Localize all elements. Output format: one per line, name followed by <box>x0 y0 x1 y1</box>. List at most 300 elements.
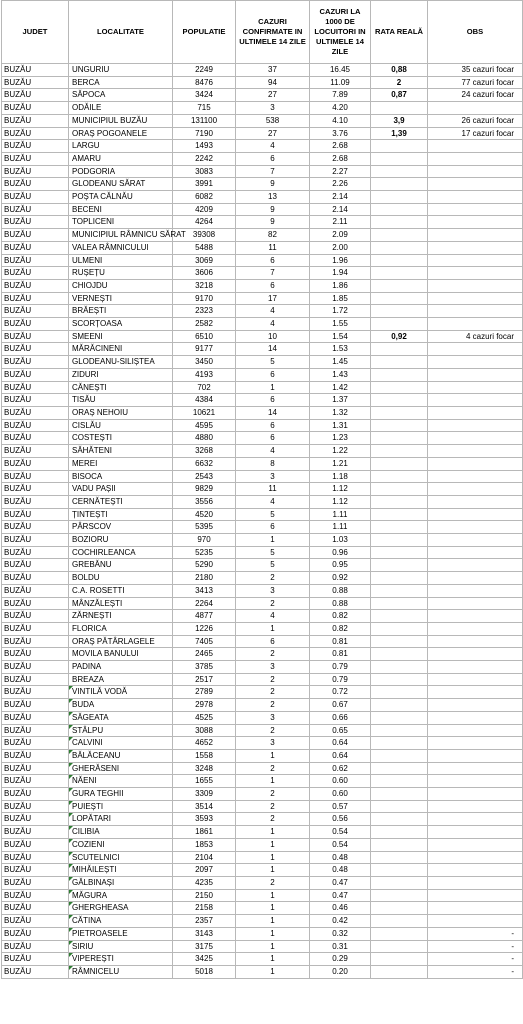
cell-judet: BUZĂU <box>2 216 69 229</box>
cell-populatie: 5488 <box>173 241 236 254</box>
cell-populatie: 3556 <box>173 495 236 508</box>
table-row <box>2 737 523 750</box>
cell-rata-reala <box>371 813 428 826</box>
cell-rata-reala <box>371 546 428 559</box>
cell-rata-reala <box>371 495 428 508</box>
cell-judet: BUZĂU <box>2 749 69 762</box>
cell-localitate: SIRIU <box>69 940 173 953</box>
cell-obs: 4 cazuri focar <box>428 330 523 343</box>
cell-populatie: 3088 <box>173 724 236 737</box>
cell-rata: 1.54 <box>310 330 371 343</box>
cell-judet: BUZĂU <box>2 559 69 572</box>
cell-populatie: 1861 <box>173 826 236 839</box>
cell-localitate: GREBĂNU <box>69 559 173 572</box>
cell-localitate: BREAZA <box>69 673 173 686</box>
cell-localitate: BISOCA <box>69 470 173 483</box>
cell-localitate: COCHIRLEANCA <box>69 546 173 559</box>
cell-rata-reala <box>371 445 428 458</box>
table-row <box>2 191 523 204</box>
cell-judet: BUZĂU <box>2 648 69 661</box>
cell-populatie: 3175 <box>173 940 236 953</box>
cell-rata-reala <box>371 889 428 902</box>
table-row <box>2 394 523 407</box>
cell-obs <box>428 267 523 280</box>
cell-cazuri: 11 <box>236 483 310 496</box>
cell-populatie: 2357 <box>173 915 236 928</box>
cell-obs: - <box>428 927 523 940</box>
cell-judet: BUZĂU <box>2 432 69 445</box>
cell-cazuri: 1 <box>236 826 310 839</box>
cell-judet: BUZĂU <box>2 534 69 547</box>
cell-populatie: 4652 <box>173 737 236 750</box>
cell-rata: 0.47 <box>310 889 371 902</box>
cell-localitate: CILIBIA <box>69 826 173 839</box>
cell-judet: BUZĂU <box>2 813 69 826</box>
cell-rata: 0.92 <box>310 572 371 585</box>
header-row <box>2 1 523 64</box>
cell-rata-reala <box>371 737 428 750</box>
cell-cazuri: 5 <box>236 559 310 572</box>
cell-judet: BUZĂU <box>2 915 69 928</box>
cell-populatie: 4193 <box>173 368 236 381</box>
cell-obs <box>428 203 523 216</box>
cell-rata: 0.57 <box>310 800 371 813</box>
table-row <box>2 457 523 470</box>
cell-rata: 2.27 <box>310 165 371 178</box>
table-row <box>2 826 523 839</box>
cell-populatie: 2582 <box>173 318 236 331</box>
cell-judet: BUZĂU <box>2 343 69 356</box>
table-row <box>2 622 523 635</box>
cell-judet: BUZĂU <box>2 445 69 458</box>
table-row <box>2 902 523 915</box>
cell-rata-reala <box>371 775 428 788</box>
table-row <box>2 546 523 559</box>
cell-rata: 1.96 <box>310 254 371 267</box>
cell-obs <box>428 432 523 445</box>
cell-judet: BUZĂU <box>2 610 69 623</box>
cell-obs <box>428 902 523 915</box>
cell-rata: 1.53 <box>310 343 371 356</box>
cell-populatie: 4877 <box>173 610 236 623</box>
table-row <box>2 940 523 953</box>
cell-populatie: 3606 <box>173 267 236 280</box>
cell-rata-reala <box>371 711 428 724</box>
table-row <box>2 851 523 864</box>
cell-cazuri: 3 <box>236 737 310 750</box>
cell-obs <box>428 165 523 178</box>
cell-localitate: CERNĂTEȘTI <box>69 495 173 508</box>
cell-rata: 0.82 <box>310 622 371 635</box>
table-row <box>2 229 523 242</box>
cell-rata-reala <box>371 521 428 534</box>
cell-rata: 1.12 <box>310 483 371 496</box>
table-row <box>2 241 523 254</box>
cell-judet: BUZĂU <box>2 165 69 178</box>
cell-rata: 0.65 <box>310 724 371 737</box>
cell-judet: BUZĂU <box>2 699 69 712</box>
table-row <box>2 915 523 928</box>
table-row <box>2 483 523 496</box>
cell-rata-reala <box>371 140 428 153</box>
cell-rata: 1.22 <box>310 445 371 458</box>
table-row <box>2 800 523 813</box>
cell-cazuri: 2 <box>236 877 310 890</box>
cell-obs <box>428 356 523 369</box>
cell-populatie: 3069 <box>173 254 236 267</box>
cell-cazuri: 2 <box>236 788 310 801</box>
cell-rata: 1.23 <box>310 432 371 445</box>
cell-localitate: MUNICIPIUL BUZĂU <box>69 114 173 127</box>
cell-rata: 0.42 <box>310 915 371 928</box>
table-row <box>2 877 523 890</box>
cell-obs <box>428 724 523 737</box>
cell-rata: 0.79 <box>310 673 371 686</box>
cell-localitate: MĂGURA <box>69 889 173 902</box>
cell-populatie: 3991 <box>173 178 236 191</box>
cell-localitate: LARGU <box>69 140 173 153</box>
cell-judet: BUZĂU <box>2 64 69 77</box>
cell-localitate: MIHĂILEȘTI <box>69 864 173 877</box>
cell-localitate: COZIENI <box>69 838 173 851</box>
cell-rata: 1.11 <box>310 508 371 521</box>
cell-populatie: 4264 <box>173 216 236 229</box>
table-row <box>2 114 523 127</box>
cell-obs: - <box>428 940 523 953</box>
cell-rata-reala: 0,92 <box>371 330 428 343</box>
cell-rata: 0.88 <box>310 584 371 597</box>
table-row <box>2 559 523 572</box>
cell-judet: BUZĂU <box>2 902 69 915</box>
cell-localitate: GĂLBINAȘI <box>69 877 173 890</box>
cell-localitate: ZIDURI <box>69 368 173 381</box>
cell-populatie: 5290 <box>173 559 236 572</box>
cell-rata: 2.14 <box>310 203 371 216</box>
cell-rata: 2.00 <box>310 241 371 254</box>
cell-judet: BUZĂU <box>2 889 69 902</box>
cell-rata-reala <box>371 597 428 610</box>
cell-obs <box>428 635 523 648</box>
cell-judet: BUZĂU <box>2 419 69 432</box>
cell-localitate: ORAȘ PĂTÂRLAGELE <box>69 635 173 648</box>
cell-rata-reala <box>371 267 428 280</box>
cell-cazuri: 3 <box>236 661 310 674</box>
cell-rata-reala <box>371 229 428 242</box>
cell-rata-reala <box>371 927 428 940</box>
cell-cazuri: 17 <box>236 292 310 305</box>
cell-judet: BUZĂU <box>2 775 69 788</box>
cell-rata: 0.67 <box>310 699 371 712</box>
cell-rata-reala <box>371 534 428 547</box>
header-obs: OBS <box>428 1 523 64</box>
cell-cazuri: 4 <box>236 140 310 153</box>
cell-localitate: BERCA <box>69 76 173 89</box>
cell-populatie: 5235 <box>173 546 236 559</box>
cell-cazuri: 3 <box>236 584 310 597</box>
cell-rata-reala <box>371 648 428 661</box>
cell-obs <box>428 292 523 305</box>
cell-judet: BUZĂU <box>2 800 69 813</box>
cell-cazuri: 1 <box>236 927 310 940</box>
cell-localitate: VERNEȘTI <box>69 292 173 305</box>
table-row <box>2 889 523 902</box>
cell-rata: 0.95 <box>310 559 371 572</box>
cell-cazuri: 1 <box>236 902 310 915</box>
cell-obs <box>428 368 523 381</box>
cell-cazuri: 9 <box>236 216 310 229</box>
cell-judet: BUZĂU <box>2 851 69 864</box>
cell-judet: BUZĂU <box>2 762 69 775</box>
cell-obs <box>428 216 523 229</box>
cell-rata-reala <box>371 584 428 597</box>
cell-rata: 1.43 <box>310 368 371 381</box>
cell-obs: 77 cazuri focar <box>428 76 523 89</box>
cell-populatie: 3593 <box>173 813 236 826</box>
cell-obs <box>428 102 523 115</box>
cell-populatie: 3450 <box>173 356 236 369</box>
cell-cazuri: 2 <box>236 572 310 585</box>
cell-rata: 0.31 <box>310 940 371 953</box>
cell-obs <box>428 483 523 496</box>
cell-populatie: 4525 <box>173 711 236 724</box>
cell-populatie: 2517 <box>173 673 236 686</box>
cell-obs <box>428 279 523 292</box>
cell-rata: 0.54 <box>310 826 371 839</box>
cell-judet: BUZĂU <box>2 927 69 940</box>
cell-rata: 1.18 <box>310 470 371 483</box>
cell-rata: 4.10 <box>310 114 371 127</box>
cell-cazuri: 1 <box>236 915 310 928</box>
cell-cazuri: 1 <box>236 775 310 788</box>
cell-rata: 2.11 <box>310 216 371 229</box>
cell-obs <box>428 838 523 851</box>
table-row <box>2 318 523 331</box>
cell-populatie: 3268 <box>173 445 236 458</box>
cell-obs: - <box>428 965 523 978</box>
cell-rata-reala: 2 <box>371 76 428 89</box>
cell-obs <box>428 851 523 864</box>
cell-judet: BUZĂU <box>2 203 69 216</box>
cell-obs <box>428 775 523 788</box>
cell-populatie: 9170 <box>173 292 236 305</box>
cell-rata: 2.26 <box>310 178 371 191</box>
cell-rata-reala <box>371 902 428 915</box>
table-row <box>2 165 523 178</box>
cell-rata-reala <box>371 241 428 254</box>
cell-rata: 1.94 <box>310 267 371 280</box>
cell-judet: BUZĂU <box>2 673 69 686</box>
cell-rata-reala <box>371 800 428 813</box>
cell-localitate: CALVINI <box>69 737 173 750</box>
cell-judet: BUZĂU <box>2 406 69 419</box>
cell-cazuri: 7 <box>236 267 310 280</box>
cell-rata-reala <box>371 877 428 890</box>
table-row <box>2 762 523 775</box>
cell-rata: 0.20 <box>310 965 371 978</box>
header-judet: JUDET <box>2 1 69 64</box>
cell-populatie: 8476 <box>173 76 236 89</box>
cell-populatie: 3143 <box>173 927 236 940</box>
cell-rata: 0.60 <box>310 788 371 801</box>
cell-populatie: 2465 <box>173 648 236 661</box>
cell-rata: 0.56 <box>310 813 371 826</box>
cell-populatie: 1226 <box>173 622 236 635</box>
cell-cazuri: 2 <box>236 686 310 699</box>
cell-judet: BUZĂU <box>2 508 69 521</box>
table-row <box>2 508 523 521</box>
cell-obs <box>428 343 523 356</box>
table-header <box>2 1 523 64</box>
cell-obs <box>428 877 523 890</box>
cell-rata: 0.96 <box>310 546 371 559</box>
cell-localitate: SĂPOCA <box>69 89 173 102</box>
cell-judet: BUZĂU <box>2 102 69 115</box>
cell-cazuri: 1 <box>236 953 310 966</box>
cell-judet: BUZĂU <box>2 381 69 394</box>
cell-populatie: 4209 <box>173 203 236 216</box>
cell-populatie: 2242 <box>173 152 236 165</box>
table-row <box>2 749 523 762</box>
cell-populatie: 3083 <box>173 165 236 178</box>
cell-judet: BUZĂU <box>2 279 69 292</box>
cell-populatie: 2097 <box>173 864 236 877</box>
cell-localitate: PIETROASELE <box>69 927 173 940</box>
cell-rata-reala <box>371 699 428 712</box>
cell-localitate: BRĂEȘTI <box>69 305 173 318</box>
cell-localitate: ODĂILE <box>69 102 173 115</box>
cell-cazuri: 6 <box>236 368 310 381</box>
cell-rata: 1.12 <box>310 495 371 508</box>
cell-cazuri: 1 <box>236 838 310 851</box>
cell-judet: BUZĂU <box>2 838 69 851</box>
cell-rata: 0.64 <box>310 737 371 750</box>
cell-cazuri: 27 <box>236 89 310 102</box>
cell-obs <box>428 889 523 902</box>
cell-rata-reala <box>371 406 428 419</box>
cell-populatie: 6632 <box>173 457 236 470</box>
cell-rata-reala <box>371 762 428 775</box>
cell-localitate: SCUTELNICI <box>69 851 173 864</box>
cell-rata-reala <box>371 381 428 394</box>
cell-populatie: 702 <box>173 381 236 394</box>
cell-judet: BUZĂU <box>2 622 69 635</box>
cell-obs <box>428 699 523 712</box>
cell-obs: 35 cazuri focar <box>428 64 523 77</box>
cell-rata-reala <box>371 203 428 216</box>
cell-localitate: MUNICIPIUL RÂMNICU SĂRAT <box>69 229 173 242</box>
table-row <box>2 597 523 610</box>
table-row <box>2 813 523 826</box>
cell-obs <box>428 584 523 597</box>
cell-rata-reala <box>371 279 428 292</box>
table-row <box>2 267 523 280</box>
cell-rata-reala <box>371 483 428 496</box>
cell-rata-reala: 0,88 <box>371 64 428 77</box>
cell-populatie: 6082 <box>173 191 236 204</box>
cell-cazuri: 10 <box>236 330 310 343</box>
table-row <box>2 102 523 115</box>
cell-cazuri: 2 <box>236 648 310 661</box>
cell-rata: 1.21 <box>310 457 371 470</box>
cell-obs <box>428 711 523 724</box>
table-row <box>2 775 523 788</box>
cell-rata-reala <box>371 622 428 635</box>
cell-populatie: 2264 <box>173 597 236 610</box>
cell-localitate: TISĂU <box>69 394 173 407</box>
cell-obs <box>428 419 523 432</box>
cell-rata: 1.72 <box>310 305 371 318</box>
cell-obs <box>428 381 523 394</box>
cell-cazuri: 9 <box>236 178 310 191</box>
cell-rata: 1.37 <box>310 394 371 407</box>
cell-rata: 0.82 <box>310 610 371 623</box>
cell-obs <box>428 457 523 470</box>
cell-obs <box>428 864 523 877</box>
cell-obs <box>428 546 523 559</box>
cell-localitate: COSTEȘTI <box>69 432 173 445</box>
cell-cazuri: 11 <box>236 241 310 254</box>
cell-rata: 16.45 <box>310 64 371 77</box>
cell-rata-reala <box>371 292 428 305</box>
cell-obs: - <box>428 953 523 966</box>
cell-rata-reala <box>371 368 428 381</box>
cell-obs <box>428 508 523 521</box>
cell-localitate: BECENI <box>69 203 173 216</box>
cell-obs <box>428 318 523 331</box>
cell-rata: 11.09 <box>310 76 371 89</box>
header-localitate: LOCALITATE <box>69 1 173 64</box>
cell-populatie: 2323 <box>173 305 236 318</box>
cell-judet: BUZĂU <box>2 368 69 381</box>
cell-cazuri: 6 <box>236 432 310 445</box>
cell-judet: BUZĂU <box>2 788 69 801</box>
cell-rata-reala <box>371 864 428 877</box>
cell-localitate: ORAȘ POGOANELE <box>69 127 173 140</box>
cell-judet: BUZĂU <box>2 457 69 470</box>
cell-cazuri: 5 <box>236 546 310 559</box>
cell-rata-reala <box>371 152 428 165</box>
cell-rata-reala <box>371 191 428 204</box>
cell-rata: 0.88 <box>310 597 371 610</box>
cell-localitate: CHIOJDU <box>69 279 173 292</box>
cell-populatie: 2978 <box>173 699 236 712</box>
cell-judet: BUZĂU <box>2 229 69 242</box>
cell-cazuri: 13 <box>236 191 310 204</box>
cell-localitate: ZĂRNEȘTI <box>69 610 173 623</box>
cell-rata: 0.72 <box>310 686 371 699</box>
cell-populatie: 39308 <box>173 229 236 242</box>
header-rata: CAZURI LA 1000 DE LOCUITORI IN ULTIMELE 14 ZILE <box>310 1 371 64</box>
cell-rata: 2.14 <box>310 191 371 204</box>
table-row <box>2 686 523 699</box>
table-row <box>2 711 523 724</box>
cell-populatie: 6510 <box>173 330 236 343</box>
cell-cazuri: 2 <box>236 800 310 813</box>
cell-rata-reala <box>371 318 428 331</box>
cell-obs <box>428 762 523 775</box>
cell-localitate: SĂHĂTENI <box>69 445 173 458</box>
cell-localitate: TOPLICENI <box>69 216 173 229</box>
covid-incidence-table <box>1 0 523 979</box>
cell-rata: 2.68 <box>310 152 371 165</box>
cell-cazuri: 6 <box>236 635 310 648</box>
table-row <box>2 965 523 978</box>
cell-localitate: MOVILA BANULUI <box>69 648 173 661</box>
cell-localitate: PADINA <box>69 661 173 674</box>
cell-localitate: MĂRĂCINENI <box>69 343 173 356</box>
header-cazuri: CAZURI CONFIRMATE IN ULTIMELE 14 ZILE <box>236 1 310 64</box>
cell-rata-reala <box>371 508 428 521</box>
